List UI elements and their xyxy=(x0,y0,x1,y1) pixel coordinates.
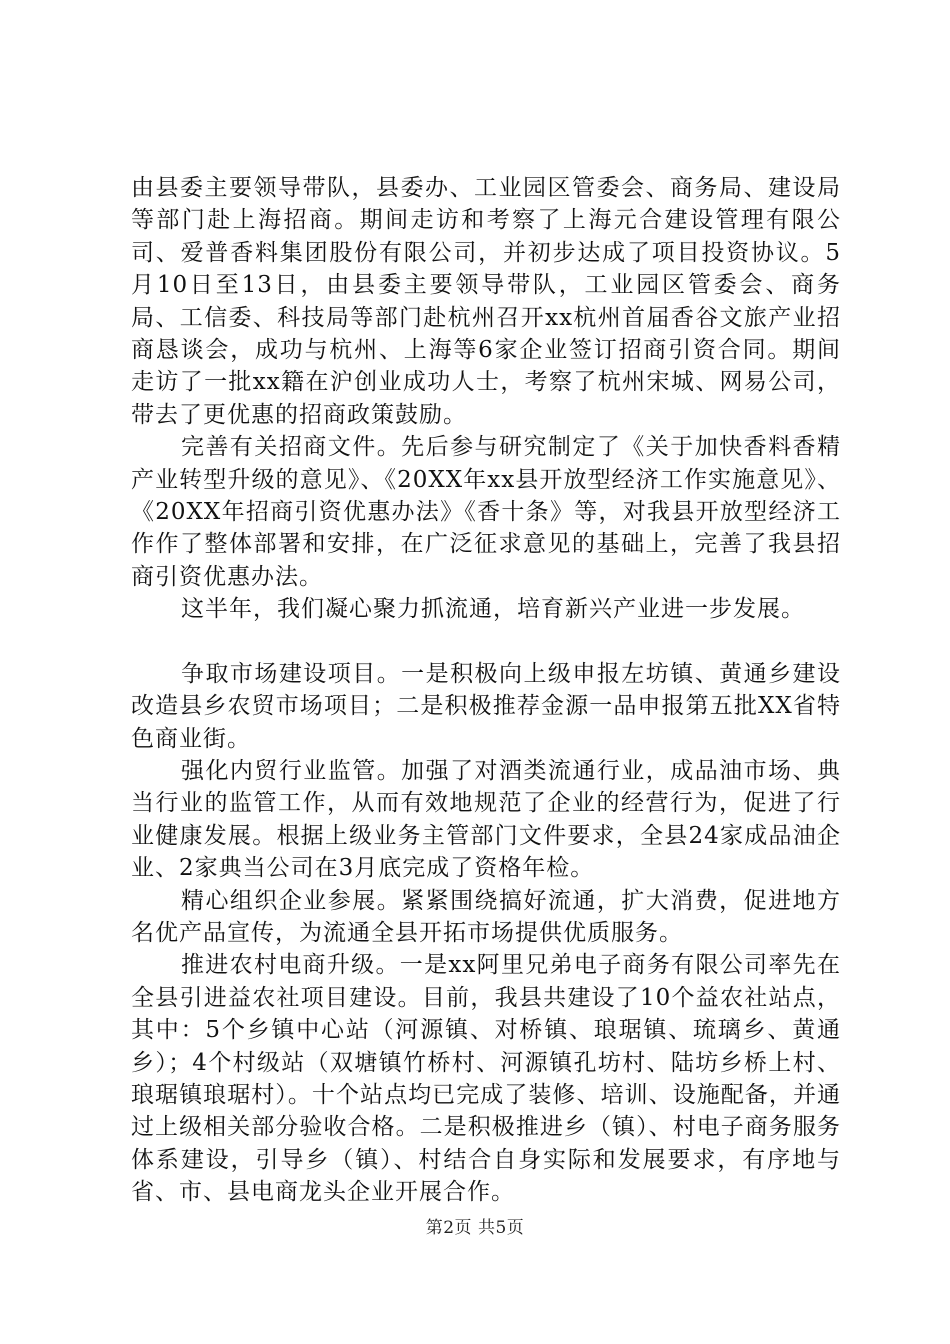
paragraph-5: 强化内贸行业监管。加强了对酒类流通行业，成品油市场、典当行业的监管工作，从而有效地规范了企业的经营行为，促进了行业健康发展。根据上级业务主管部门文件要求，全县24家成品油企业、2家典当公司在3月底完成了资格年检。 xyxy=(131,757,841,882)
paragraph-4: 争取市场建设项目。一是积极向上级申报左坊镇、黄通乡建设改造县乡农贸市场项目；二是积极推荐金源一品申报第五批XX省特色商业街。 xyxy=(131,660,841,752)
paragraph-2: 完善有关招商文件。先后参与研究制定了《关于加快香料香精产业转型升级的意见》、《20XX年xx县开放型经济工作实施意见》、《20XX年招商引资优惠办法》《香十条》等，对我县开放型经济工作作了整体部署和安排，在广泛征求意见的基础上，完善了我县招商引资优惠办法。 xyxy=(131,434,841,590)
page-number-footer: 第2页 共5页 xyxy=(425,1218,525,1238)
paragraph-3: 这半年，我们凝心聚力抓流通，培育新兴产业进一步发展。 xyxy=(181,596,805,623)
paragraph-7: 推进农村电商升级。一是xx阿里兄弟电子商务有限公司率先在全县引进益农社项目建设。目前，我县共建设了10个益农社站点，其中：5个乡镇中心站（河源镇、对桥镇、琅琚镇、琉璃乡、黄通乡）；4个村级站（双塘镇竹桥村、河源镇孔坊村、陆坊乡桥上村、琅琚镇琅琚村）。十个站点均已完成了装修、培训、设施配备，并通过上级相关部分验收合格。二是积极推进乡（镇）、村电子商务服务体系建设，引导乡（镇）、村结合自身实际和发展要求，有序地与省、市、县电商龙头企业开展合作。 xyxy=(131,952,841,1206)
paragraph-6: 精心组织企业参展。紧紧围绕搞好流通，扩大消费，促进地方名优产品宣传，为流通全县开拓市场提供优质服务。 xyxy=(131,887,841,946)
document-body xyxy=(131,172,841,1209)
paragraph-1: 由县委主要领导带队，县委办、工业园区管委会、商务局、建设局等部门赴上海招商。期间走访和考察了上海元合建设管理有限公司、爱普香料集团股份有限公司，并初步达成了项目投资协议。5月10日至13日，由县委主要领导带队，工业园区管委会、商务局、工信委、科技局等部门赴杭州召开xx杭州首届香谷文旅产业招商恳谈会，成功与杭州、上海等6家企业签订招商引资合同。期间走访了一批xx籍在沪创业成功人士，考察了杭州宋城、网易公司，带去了更优惠的招商政策鼓励。 xyxy=(131,175,841,428)
